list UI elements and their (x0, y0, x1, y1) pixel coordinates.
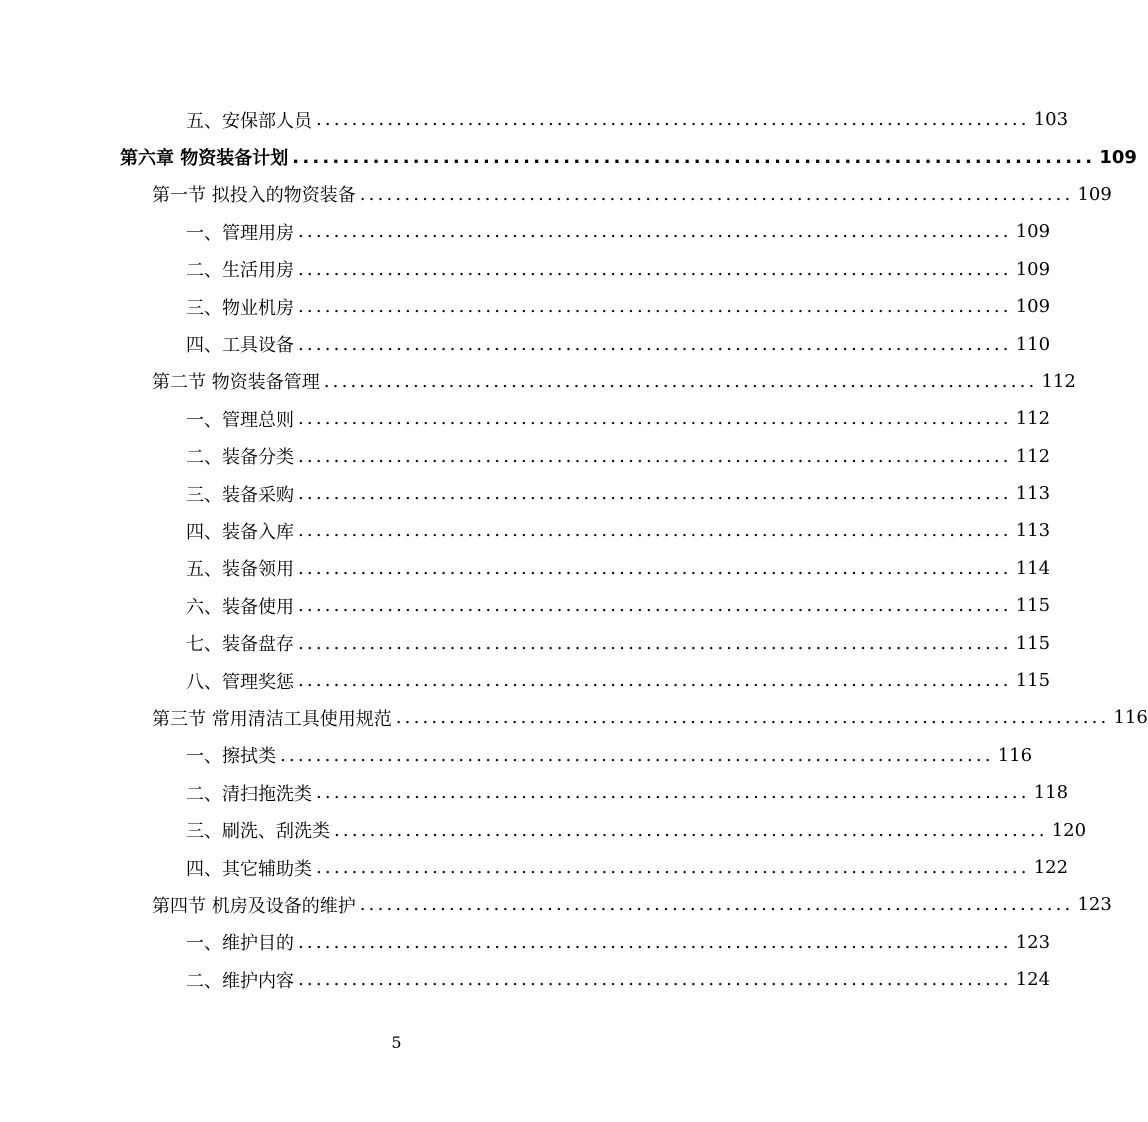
toc-entry[interactable] (0, 662, 1051, 699)
toc-entry-title: 三、刷洗、刮洗类 (186, 821, 330, 843)
toc-entry-title: 二、维护内容 (186, 970, 294, 992)
toc-entry-page: 123 (1077, 894, 1112, 916)
toc-entry-title: 四、其它辅助类 (186, 858, 312, 880)
toc-entry-page: 113 (1015, 520, 1051, 542)
toc-entry-title: 一、维护目的 (186, 933, 294, 955)
toc-entry-title: 五、安保部人员 (186, 110, 312, 132)
toc-entry[interactable] (0, 624, 1051, 661)
toc-entry-title: 一、管理用房 (186, 222, 294, 244)
toc-entry-page: 103 (1033, 109, 1069, 131)
toc-entry-title: 三、装备采购 (186, 484, 294, 506)
toc-entry[interactable] (0, 325, 1051, 362)
toc-entry-title: 七、装备盘存 (186, 634, 294, 656)
dot-leader: ................................................................................ (323, 370, 1038, 392)
toc-entry-page: 113 (1015, 483, 1051, 505)
dot-leader: ................................................................................ (280, 744, 994, 766)
toc-entry-title: 八、管理奖惩 (186, 671, 294, 693)
page-number: 5 (391, 1033, 402, 1052)
dot-leader: ................................................................................ (316, 782, 1030, 804)
dot-leader: ................................................................................ (298, 483, 1012, 505)
dot-leader: ................................................................................ (316, 857, 1030, 878)
dot-leader: ................................................................................ (292, 146, 1096, 168)
toc-entry-page: 110 (1015, 333, 1051, 355)
dot-leader: ................................................................................ (316, 109, 1030, 131)
dot-leader: ................................................................................ (298, 931, 1012, 953)
toc-entry-title: 一、管理总则 (186, 409, 294, 431)
toc-entry[interactable] (0, 587, 1051, 624)
toc-entry[interactable] (0, 101, 1069, 138)
toc-entry-title: 四、装备入库 (186, 521, 294, 543)
toc-entry-title: 六、装备使用 (186, 596, 294, 618)
toc-entry[interactable] (0, 886, 1112, 923)
toc-entry-page: 114 (1015, 557, 1051, 579)
toc-entry-title: 第四节 机房及设备的维护 (152, 895, 356, 917)
toc-entry[interactable] (0, 811, 1087, 848)
toc-entry[interactable] (0, 550, 1051, 587)
toc-entry[interactable] (0, 961, 1051, 998)
dot-leader: ................................................................................ (298, 520, 1012, 542)
dot-leader: ................................................................................ (334, 819, 1048, 841)
toc-entry[interactable] (0, 251, 1051, 288)
dot-leader: ................................................................................ (298, 333, 1012, 355)
toc-entry-page: 120 (1051, 819, 1087, 841)
toc-entry-page: 115 (1015, 670, 1051, 692)
toc-entry-title: 第二节 物资装备管理 (152, 372, 320, 394)
toc-entry-page: 109 (1099, 146, 1137, 168)
toc-entry-page: 118 (1033, 782, 1069, 804)
dot-leader: ................................................................................ (298, 408, 1012, 430)
toc-entry-title: 第三节 常用清洁工具使用规范 (152, 708, 392, 730)
toc-entry-page: 115 (1015, 632, 1051, 654)
dot-leader: ................................................................................ (298, 632, 1012, 654)
toc-entry-title: 二、装备分类 (186, 447, 294, 469)
toc-entry-page: 109 (1077, 183, 1112, 205)
toc-entry[interactable] (0, 213, 1051, 250)
toc-entry[interactable] (0, 138, 1137, 175)
table-of-contents (0, 101, 1148, 998)
dot-leader: ................................................................................ (298, 969, 1012, 991)
toc-entry-page: 115 (1015, 595, 1051, 617)
toc-entry-page: 112 (1041, 370, 1076, 392)
toc-entry-page: 109 (1015, 258, 1051, 280)
toc-entry-title: 四、工具设备 (186, 335, 294, 357)
dot-leader: ................................................................................ (298, 258, 1012, 280)
toc-entry[interactable] (0, 924, 1051, 961)
toc-entry[interactable] (0, 512, 1051, 549)
toc-entry[interactable] (0, 363, 1076, 400)
dot-leader: ................................................................................ (298, 445, 1012, 467)
toc-entry-page: 124 (1015, 969, 1051, 991)
toc-entry[interactable] (0, 288, 1051, 325)
toc-entry-title: 三、物业机房 (186, 297, 294, 319)
toc-entry-page: 112 (1015, 445, 1051, 467)
toc-entry-title: 二、生活用房 (186, 260, 294, 282)
dot-leader: ................................................................................ (298, 557, 1012, 579)
toc-entry-title: 五、装备领用 (186, 559, 294, 581)
toc-entry-title: 第六章 物资装备计划 (120, 148, 289, 170)
dot-leader: ................................................................................ (298, 595, 1012, 617)
toc-entry-page: 116 (1113, 707, 1148, 729)
toc-entry[interactable] (0, 438, 1051, 475)
dot-leader: ................................................................................ (298, 221, 1012, 243)
toc-entry-page: 109 (1015, 296, 1051, 318)
dot-leader: ................................................................................ (359, 183, 1074, 205)
toc-entry-page: 122 (1033, 857, 1069, 878)
dot-leader: ................................................................................ (395, 707, 1110, 729)
toc-entry[interactable] (0, 699, 1148, 736)
toc-entry-page: 116 (997, 744, 1033, 766)
toc-entry[interactable] (0, 737, 1033, 774)
dot-leader: ................................................................................ (359, 894, 1074, 916)
toc-entry-title: 一、擦拭类 (186, 746, 276, 768)
toc-entry[interactable] (0, 400, 1051, 437)
toc-entry-page: 112 (1015, 408, 1051, 430)
toc-entry-page: 123 (1015, 931, 1051, 953)
toc-entry-title: 二、清扫拖洗类 (186, 783, 312, 805)
toc-entry[interactable] (0, 774, 1069, 811)
toc-entry-title: 第一节 拟投入的物资装备 (152, 185, 356, 207)
toc-entry[interactable] (0, 475, 1051, 512)
toc-entry-page: 109 (1015, 221, 1051, 243)
toc-entry[interactable] (0, 849, 1069, 886)
dot-leader: ................................................................................ (298, 296, 1012, 318)
dot-leader: ................................................................................ (298, 670, 1012, 692)
toc-entry[interactable] (0, 176, 1112, 213)
